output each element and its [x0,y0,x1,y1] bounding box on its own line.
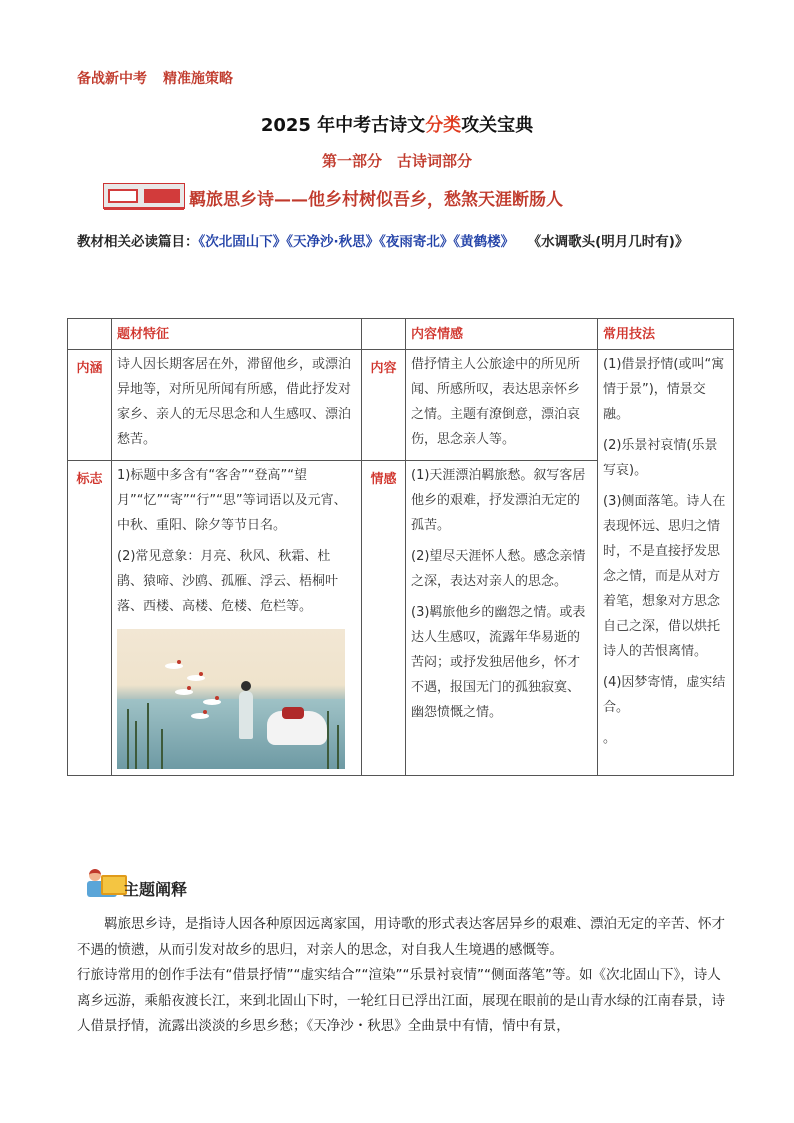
section-banner [103,183,663,211]
row-label-content: 内容 [362,350,406,461]
header-tag-2: 精准施策略 [163,71,233,87]
connotation-cell: 诗人因长期客居在外，滞留他乡，或漂泊异地等，对所见所闻有所感，借此抒发对家乡、亲人的无尽思念和人生感叹、漂泊愁苦。 [112,350,362,461]
theme-heading [77,867,277,903]
table-header-row [68,319,734,350]
header-tag-1: 备战新中考 [77,71,147,87]
reading-label: 教材相关必读篇目： [77,234,199,250]
section-badge-icon [103,183,185,209]
title-highlight: 分类 [425,115,462,136]
table-row [68,350,734,461]
header-technique: 常用技法 [598,319,734,350]
theme-paragraph-1: 羁旅思乡诗，是指诗人因各种原因远离家国，用诗歌的形式表达客居异乡的艰难、漂泊无定的辛苦、怀才不遇的愤懑，从而引发对故乡的思归，对亲人的思念，对自我人生境遇的感慨等。 [77,916,725,958]
theme-paragraph-2: 行旅诗常用的创作手法有“借景抒情”“虚实结合”“渲染”“乐景衬哀情”“侧面落笔”等。如《次北固山下》，诗人离乡远游，乘船夜渡长江，来到北固山下时，一轮红日已浮出江面，展现在眼前的是山青水绿的江南春景，诗人借景抒情，流露出淡淡的乡思乡愁；《天净沙・秋思》全曲景中有情，情中有景， [77,967,725,1034]
theme-table [67,318,734,776]
header-tag [77,68,233,88]
marker-cell: 1)标题中多含有“客舍”“登高”“望月”“忆”“寄”“行”“思”等词语以及元宵、中秋、重阳、除夕等节日名。 (2)常见意象：月亮、秋风、秋霜、杜鹃、猿啼、沙鸥、孤雁、浮云、梧桐叶落、西楼、高楼、危楼、危栏等。 [112,461,362,776]
emotion-cell: (1)天涯漂泊羁旅愁。叙写客居他乡的艰难，抒发漂泊无定的孤苦。 (2)望尽天涯怀人愁。感念亲情之深，表达对亲人的思念。 (3)羁旅他乡的幽怨之情。或表达人生感叹，流露年华易逝的苦闷；或抒发独居他乡，怀才不遇，报国无门的孤独寂寞、幽怨愤慨之情。 [406,461,598,776]
section-title: 羁旅思乡诗——他乡村树似吾乡，愁煞天涯断肠人 [189,190,563,210]
row-label-connotation: 内涵 [68,350,112,461]
reading-book: 《黄鹤楼》 [453,234,508,250]
header-theme: 题材特征 [112,319,362,350]
title-suffix: 攻关宝典 [461,115,534,136]
technique-cell: (1)借景抒情(或叫“寓情于景”)，情景交融。 (2)乐景衬哀情(乐景写哀)。 (3)侧面落笔。诗人在表现怀远、思归之情时，不是直接抒发思念之情，而是从对方着笔，想象对方思念自己之深，借以烘托诗人的苦恨离情。 (4)因梦寄情，虚实结合。 。 [598,350,734,776]
row-label-emotion: 情感 [362,461,406,776]
page-title [0,111,794,137]
header-content: 内容情感 [406,319,598,350]
required-reading [77,230,727,255]
theme-body [77,912,727,1040]
reading-kid-icon [77,867,127,903]
reading-book: 《天净沙·秋思》 [286,234,380,250]
illustration-cranes-traveler [117,629,345,769]
row-label-marker: 标志 [68,461,112,776]
title-prefix: 2025 年中考古诗文 [260,115,426,136]
reading-book: 《水调歌头(明月几时有)》 [534,234,689,250]
content-cell: 借抒情主人公旅途中的所见所闻、所感所叹，表达思亲怀乡之情。主题有潦倒意，漂泊哀伤，思念亲人等。 [406,350,598,461]
theme-title: 主题阐释 [123,880,188,899]
reading-book: 《夜雨寄北》 [379,234,454,250]
page-subtitle: 第一部分 古诗词部分 [321,152,472,170]
reading-book: 《次北固山下》 [198,234,287,250]
